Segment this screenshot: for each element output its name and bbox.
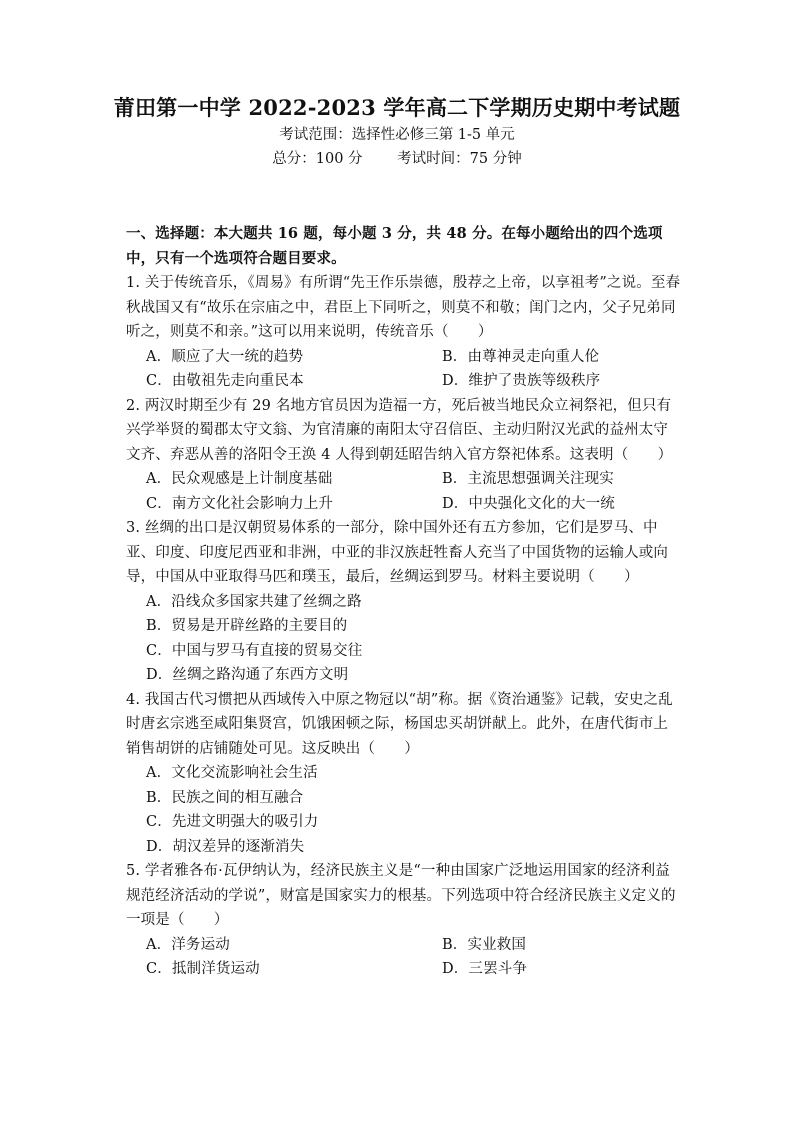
option-list xyxy=(126,345,682,394)
question-4 xyxy=(126,688,682,860)
question-stem: 2. 两汉时期至少有 29 名地方官员因为造福一方，死后被当地民众立祠祭祀，但只有兴学举贤的蜀郡太守文翁、为官清廉的南阳太守召信臣、主动归附汉光武的益州太守文齐、弃恶从善的洛阳令王涣 4 人得到朝廷昭告纳入官方祭祀体系。这表明（ ） xyxy=(126,397,673,463)
exam-time: 考试时间：75 分钟 xyxy=(397,151,522,167)
question-stem: 1. 关于传统音乐，《周易》有所谓“先王作乐崇德，殷荐之上帝，以享祖考”之说。至春秋战国又有“故乐在宗庙之中，君臣上下同听之，则莫不和敬；闺门之内，父子兄弟同听之，则莫不和亲。”这可以用来说明，传统音乐（ ） xyxy=(126,275,681,340)
option-d: D．三罢斗争 xyxy=(442,961,528,977)
option-c: C．先进文明强大的吸引力 xyxy=(146,814,319,830)
option-a: A．文化交流影响社会生活 xyxy=(146,765,318,781)
option-d: D．中央强化文化的大一统 xyxy=(442,495,615,512)
question-stem: 4. 我国古代习惯把从西域传入中原之物冠以“胡”称。据《资治通鉴》记载，安史之乱时唐玄宗逃至咸阳集贤宫，饥饿困顿之际，杨国忠买胡饼献上。此外，在唐代街市上销售胡饼的店铺随处可见。这反映出（ ） xyxy=(126,691,673,757)
question-2 xyxy=(126,394,682,517)
option-c: C．中国与罗马有直接的贸易交往 xyxy=(146,642,363,659)
option-d: D．丝绸之路沟通了东西方文明 xyxy=(146,667,349,683)
question-stem: 5. 学者雅各布·瓦伊纳认为，经济民族主义是“一种由国家广泛地运用国家的经济利益规范经济活动的学说”，财富是国家实力的根基。下列选项中符合经济民族主义定义的一项是（ ） xyxy=(126,863,676,928)
exam-body xyxy=(126,222,682,982)
option-d: D．维护了贵族等级秩序 xyxy=(442,373,601,389)
section-heading: 一、选择题：本大题共 16 题，每小题 3 分，共 48 分。在每小题给出的四个选项中，只有一个选项符合题目要求。 xyxy=(126,225,663,267)
option-b: B．主流思想强调关注现实 xyxy=(442,471,614,487)
option-list xyxy=(126,590,682,688)
option-c: C．南方文化社会影响力上升 xyxy=(146,495,334,512)
option-d: D．胡汉差异的逐渐消失 xyxy=(146,838,305,855)
option-b: B．民族之间的相互融合 xyxy=(146,789,304,806)
option-b: B．实业救国 xyxy=(442,936,527,953)
option-list xyxy=(126,761,682,859)
exam-header xyxy=(0,93,794,171)
option-b: B．贸易是开辟丝路的主要目的 xyxy=(146,618,348,634)
option-b: B．由尊神灵走向重人伦 xyxy=(442,348,600,365)
option-a: A．民众观感是上计制度基础 xyxy=(146,471,333,487)
option-c: C．由敬祖先走向重民本 xyxy=(146,373,304,389)
total-score: 总分：100 分 xyxy=(272,151,363,167)
question-stem: 3. 丝绸的出口是汉朝贸易体系的一部分，除中国外还有五方参加，它们是罗马、中亚、印度、印度尼西亚和非洲，中亚的非汉族赶牲畜人充当了中国货物的运输人或向导，中国从中亚取得马匹和璞玉，最后，丝绸运到罗马。材料主要说明（ ） xyxy=(126,520,669,585)
option-a: A．顺应了大一统的趋势 xyxy=(146,348,304,365)
exam-title: 莆田第一中学 2022-2023 学年高二下学期历史期中考试题 xyxy=(113,95,681,120)
option-c: C．抵制洋货运动 xyxy=(146,961,260,977)
option-list xyxy=(126,467,682,516)
question-1 xyxy=(126,271,682,394)
option-a: A．沿线众多国家共建了丝绸之路 xyxy=(146,593,362,610)
exam-info-line xyxy=(0,147,794,171)
question-5 xyxy=(126,859,682,982)
exam-scope: 考试范围：选择性必修三第 1-5 单元 xyxy=(279,127,515,143)
option-list xyxy=(126,933,682,982)
option-a: A．洋务运动 xyxy=(146,936,230,953)
question-3 xyxy=(126,516,682,688)
